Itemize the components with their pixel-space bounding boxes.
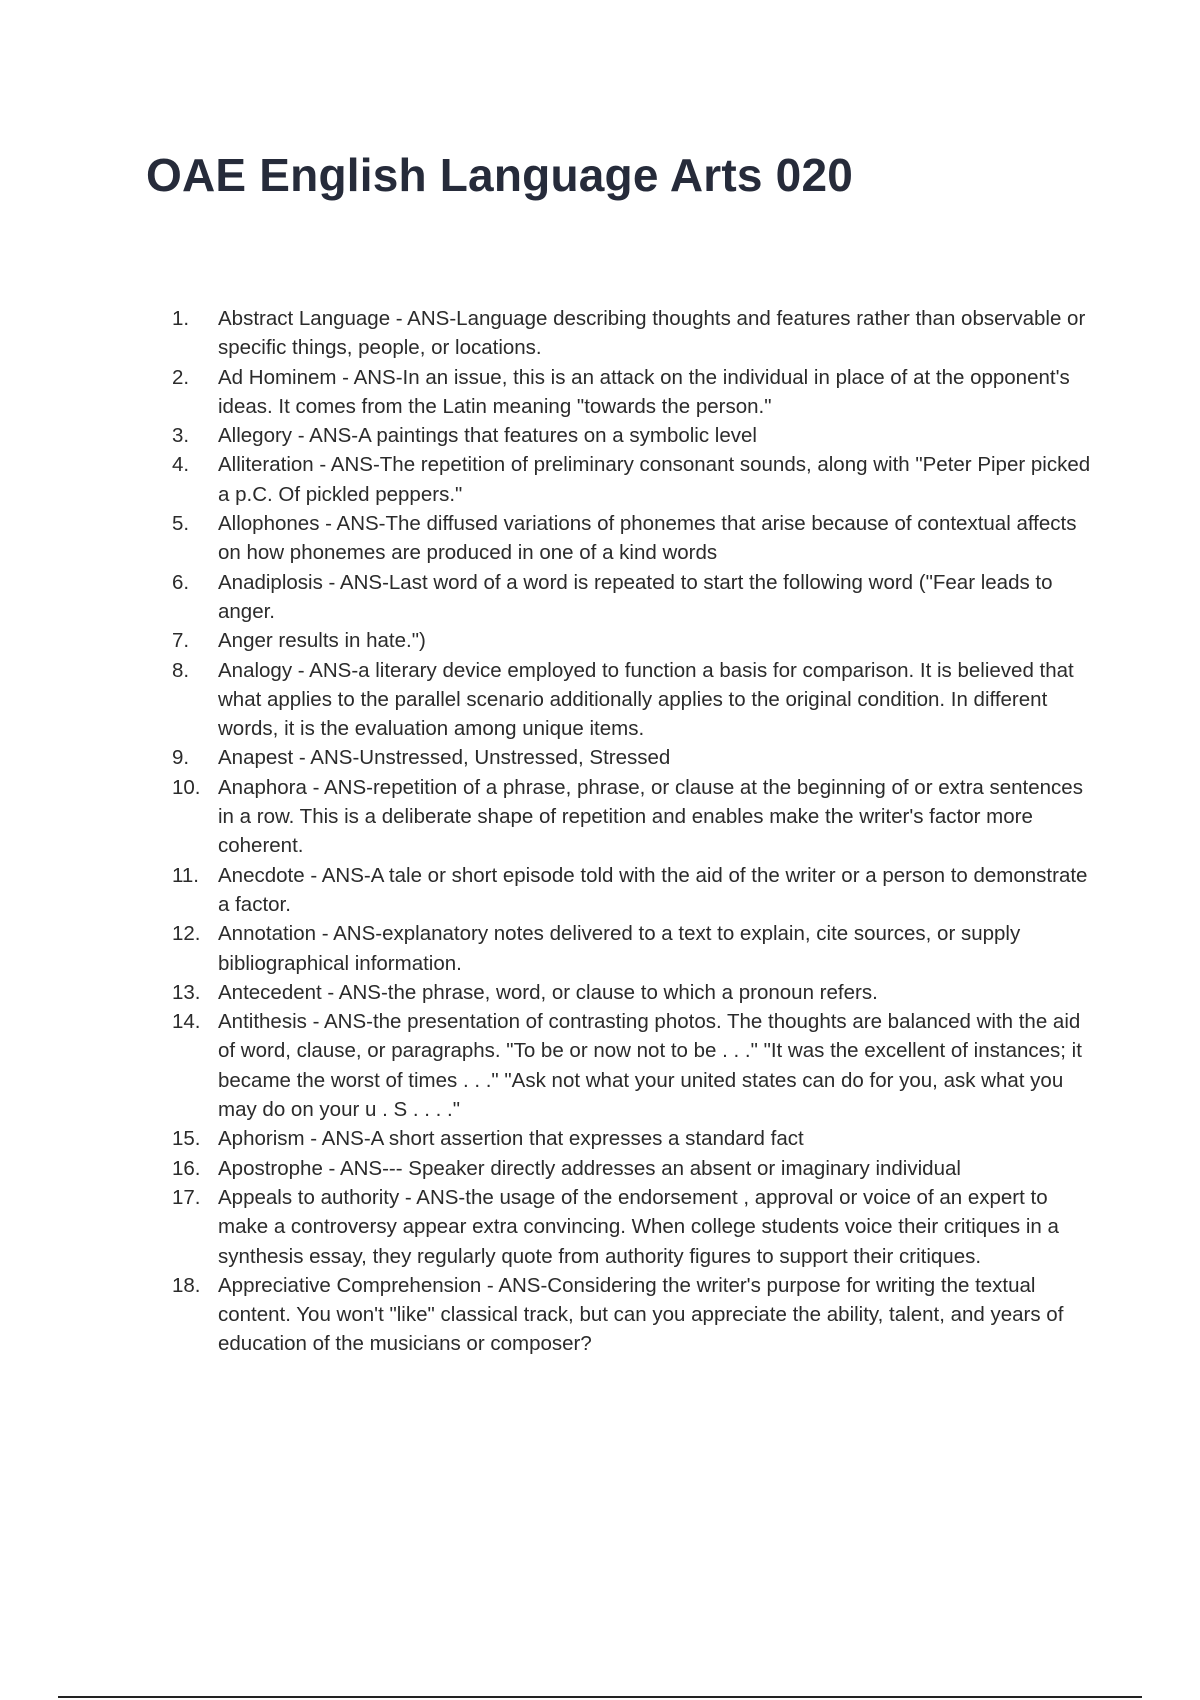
list-item-text: Appeals to authority - ANS-the usage of the endorsement , approval or voice of an expert to make a controversy appear extra convincing. When college students voice their critiques in a synthesis essay, they regularly quote from authority figures to support their critiques. bbox=[218, 1185, 1059, 1268]
list-item-text: Apostrophe - ANS--- Speaker directly addresses an absent or imaginary individual bbox=[218, 1156, 961, 1180]
list-item-text: Appreciative Comprehension - ANS-Considering the writer's purpose for writing the textual content. You won't "like" classical track, but can you appreciate the ability, talent, and years of education of the musicians or composer? bbox=[218, 1273, 1064, 1356]
list-item-text: Ad Hominem - ANS-In an issue, this is an attack on the individual in place of at the opponent's ideas. It comes from the Latin meaning "towards the person." bbox=[218, 365, 1070, 418]
list-item-text: Antithesis - ANS-the presentation of contrasting photos. The thoughts are balanced with the aid of word, clause, or paragraphs. "To be or now not to be . . ." "It was the excellent of instances; it became the worst of times . . ." "Ask not what your united states can do for you, ask what you may do on your u . S . . . ." bbox=[218, 1010, 1082, 1122]
list-item-number: 5. bbox=[172, 512, 190, 536]
list-item bbox=[172, 1007, 1092, 1124]
list-item-number: 7. bbox=[172, 629, 190, 653]
list-item bbox=[172, 743, 1092, 772]
list-item bbox=[172, 1271, 1092, 1359]
list-item-text: Anecdote - ANS-A tale or short episode told with the aid of the writer or a person to demonstrate a factor. bbox=[218, 863, 1088, 916]
list-item-number: 4. bbox=[172, 453, 190, 477]
list-item-text: Analogy - ANS-a literary device employed to function a basis for comparison. It is believed that what applies to the parallel scenario additionally applies to the original condition. In different words, it is the evaluation among unique items. bbox=[218, 658, 1074, 741]
list-item bbox=[172, 568, 1092, 627]
list-item bbox=[172, 304, 1092, 363]
list-item-number: 17. bbox=[172, 1185, 201, 1209]
list-item-number: 10. bbox=[172, 775, 201, 799]
list-item bbox=[172, 626, 1092, 655]
list-item-number: 8. bbox=[172, 658, 190, 682]
list-item bbox=[172, 978, 1092, 1007]
list-item bbox=[172, 919, 1092, 978]
list-item-text: Anaphora - ANS-repetition of a phrase, phrase, or clause at the beginning of or extra sentences in a row. This is a deliberate shape of repetition and enables make the writer's factor more coherent. bbox=[218, 775, 1083, 858]
list-item-number: 14. bbox=[172, 1010, 201, 1034]
page-title: OAE English Language Arts 020 bbox=[146, 149, 854, 201]
list-item-number: 9. bbox=[172, 746, 190, 770]
list-item-number: 1. bbox=[172, 307, 190, 330]
list-item-number: 13. bbox=[172, 980, 201, 1004]
footer-divider bbox=[58, 1696, 1142, 1698]
list-item-number: 15. bbox=[172, 1127, 201, 1151]
list-item-text: Allophones - ANS-The diffused variations of phonemes that arise because of contextual affects on how phonemes are produced in one of a kind words bbox=[218, 512, 1077, 565]
list-item bbox=[172, 1154, 1092, 1183]
list-item-text: Anger results in hate.") bbox=[218, 629, 426, 653]
list-item bbox=[172, 450, 1092, 509]
list-item bbox=[172, 1124, 1092, 1153]
list-item bbox=[172, 773, 1092, 861]
list-item bbox=[172, 1183, 1092, 1271]
list-item bbox=[172, 509, 1092, 568]
list-item bbox=[172, 421, 1092, 450]
list-item bbox=[172, 363, 1092, 422]
list-item-text: Abstract Language - ANS-Language describing thoughts and features rather than observable or specific things, people, or locations. bbox=[218, 307, 1086, 360]
list-item-number: 6. bbox=[172, 570, 190, 594]
list-item-text: Aphorism - ANS-A short assertion that expresses a standard fact bbox=[218, 1127, 804, 1151]
list-item bbox=[172, 861, 1092, 920]
list-item bbox=[172, 656, 1092, 744]
list-item-number: 16. bbox=[172, 1156, 201, 1180]
list-item-text: Anapest - ANS-Unstressed, Unstressed, Stressed bbox=[218, 746, 671, 770]
list-item-number: 18. bbox=[172, 1273, 201, 1297]
list-item-number: 12. bbox=[172, 922, 201, 946]
list-item-text: Antecedent - ANS-the phrase, word, or clause to which a pronoun refers. bbox=[218, 980, 878, 1004]
list-item-number: 3. bbox=[172, 424, 190, 448]
list-item-text: Anadiplosis - ANS-Last word of a word is repeated to start the following word ("Fear leads to anger. bbox=[218, 570, 1053, 623]
list-item-number: 2. bbox=[172, 365, 190, 389]
list-item-text: Allegory - ANS-A paintings that features on a symbolic level bbox=[218, 424, 757, 448]
definition-list bbox=[172, 304, 1092, 1359]
list-item-text: Alliteration - ANS-The repetition of preliminary consonant sounds, along with "Peter Piper picked a p.C. Of pickled peppers." bbox=[218, 453, 1091, 506]
list-item-number: 11. bbox=[172, 863, 199, 887]
list-item-text: Annotation - ANS-explanatory notes delivered to a text to explain, cite sources, or supply bibliographical information. bbox=[218, 922, 1021, 975]
